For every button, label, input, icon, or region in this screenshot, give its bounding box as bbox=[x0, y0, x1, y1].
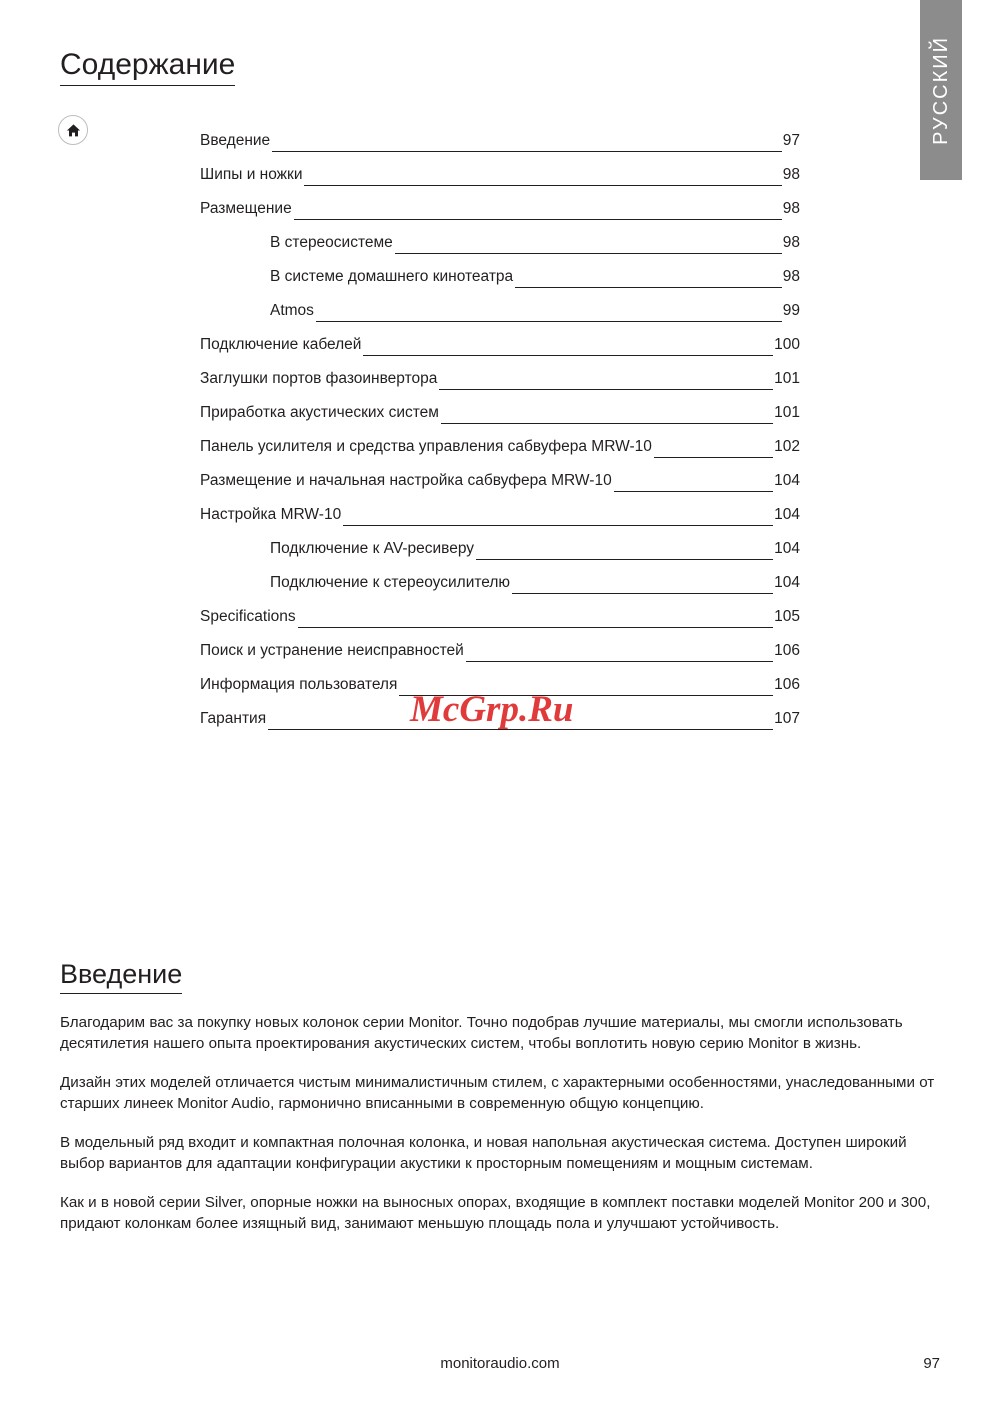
page-title: Содержание bbox=[60, 48, 235, 86]
watermark: McGrp.Ru bbox=[410, 689, 574, 730]
toc-entry-label: Панель усилителя и средства управления сабвуфера MRW-10 bbox=[200, 438, 652, 455]
toc-entry-page: 104 bbox=[774, 506, 800, 523]
toc-entry-page: 106 bbox=[774, 642, 800, 659]
toc-leader bbox=[363, 333, 773, 356]
language-tab bbox=[920, 0, 962, 180]
toc-entry[interactable] bbox=[200, 600, 800, 634]
toc-entry-label: В системе домашнего кинотеатра bbox=[270, 268, 514, 285]
toc-leader bbox=[316, 299, 782, 322]
toc-entry-page: 102 bbox=[774, 438, 800, 455]
language-tab-label: РУССКИЙ bbox=[929, 35, 952, 145]
toc-entry-label: Подключение кабелей bbox=[200, 336, 362, 353]
toc-entry-label: Информация пользователя bbox=[200, 676, 398, 693]
toc-entry-label: Specifications bbox=[200, 608, 296, 625]
toc-leader bbox=[343, 503, 773, 526]
toc-entry-label: Подключение к AV-ресиверу bbox=[270, 540, 475, 557]
toc-entry-page: 101 bbox=[774, 370, 800, 387]
toc-entry-label: Подключение к стереоусилителю bbox=[270, 574, 511, 591]
toc-entry[interactable] bbox=[200, 668, 800, 702]
toc-entry-label: Заглушки портов фазоинвертора bbox=[200, 370, 438, 387]
toc-entry-page: 97 bbox=[782, 132, 800, 149]
toc-leader bbox=[298, 605, 773, 628]
toc-entry-label: Размещение и начальная настройка сабвуфера MRW-10 bbox=[200, 472, 612, 489]
toc-leader bbox=[399, 673, 773, 696]
paragraph: Как и в новой серии Silver, опорные ножки на выносных опорах, входящие в комплект поставки моделей Monitor 200 и 300, придают колонкам более изящный вид, занимают меньшую площадь пола и улучшают устойчивость. bbox=[60, 1194, 931, 1232]
toc-entry[interactable] bbox=[200, 498, 800, 532]
toc-entry-label: Atmos bbox=[270, 302, 314, 319]
toc-leader bbox=[614, 469, 773, 492]
toc-entry-page: 98 bbox=[782, 268, 800, 285]
paragraph: Дизайн этих моделей отличается чистым минималистичным стилем, с характерными особенностями, унаследованными от старших линеек Monitor Audio, гармонично вписанными в современную общую концепцию. bbox=[60, 1074, 935, 1112]
footer-website: monitoraudio.com bbox=[440, 1355, 560, 1372]
toc-leader bbox=[304, 163, 781, 186]
table-of-contents bbox=[200, 124, 800, 736]
toc-entry-page: 99 bbox=[782, 302, 800, 319]
toc-entry-label: Приработка акустических систем bbox=[200, 404, 439, 421]
introduction-body bbox=[60, 1012, 940, 1252]
toc-entry-page: 100 bbox=[774, 336, 800, 353]
toc-entry[interactable] bbox=[200, 192, 800, 226]
toc-entry-label: Гарантия bbox=[200, 710, 267, 727]
toc-entry-label: Шипы и ножки bbox=[200, 166, 303, 183]
toc-leader bbox=[654, 435, 773, 458]
toc-entry-label: Поиск и устранение неисправностей bbox=[200, 642, 464, 659]
toc-entry-page: 98 bbox=[782, 234, 800, 251]
toc-leader bbox=[439, 367, 773, 390]
toc-entry-page: 105 bbox=[774, 608, 800, 625]
toc-entry[interactable] bbox=[200, 226, 800, 260]
toc-entry[interactable] bbox=[200, 566, 800, 600]
toc-leader bbox=[476, 537, 773, 560]
paragraph: В модельный ряд входит и компактная полочная колонка, и новая напольная акустическая система. Доступен широкий выбор вариантов для адаптации конфигурации акустики к просторным помещениям и мощным системам. bbox=[60, 1134, 907, 1172]
toc-entry[interactable] bbox=[200, 430, 800, 464]
toc-leader bbox=[515, 265, 782, 288]
footer-page-number: 97 bbox=[923, 1355, 940, 1372]
toc-entry[interactable] bbox=[200, 328, 800, 362]
toc-entry[interactable] bbox=[200, 634, 800, 668]
toc-entry[interactable] bbox=[200, 464, 800, 498]
toc-entry-page: 98 bbox=[782, 200, 800, 217]
toc-leader bbox=[268, 707, 773, 730]
toc-entry[interactable] bbox=[200, 260, 800, 294]
toc-leader bbox=[441, 401, 773, 424]
toc-entry[interactable] bbox=[200, 124, 800, 158]
toc-entry[interactable] bbox=[200, 362, 800, 396]
paragraph: Благодарим вас за покупку новых колонок серии Monitor. Точно подобрав лучшие материалы, мы смогли использовать десятилетия нашего опыта проектирования акустических систем, чтобы воплотить новую серию Monitor в жизнь. bbox=[60, 1014, 903, 1052]
toc-entry-page: 104 bbox=[774, 540, 800, 557]
toc-entry-page: 101 bbox=[774, 404, 800, 421]
toc-entry-page: 98 bbox=[782, 166, 800, 183]
toc-entry[interactable] bbox=[200, 702, 800, 736]
toc-entry-label: Размещение bbox=[200, 200, 292, 217]
toc-entry-page: 106 bbox=[774, 676, 800, 693]
toc-entry-label: Введение bbox=[200, 132, 271, 149]
toc-leader bbox=[395, 231, 782, 254]
toc-entry[interactable] bbox=[200, 158, 800, 192]
toc-leader bbox=[294, 197, 782, 220]
toc-entry[interactable] bbox=[200, 396, 800, 430]
home-icon[interactable] bbox=[58, 115, 88, 145]
toc-entry-page: 107 bbox=[774, 710, 800, 727]
toc-entry-page: 104 bbox=[774, 472, 800, 489]
section-title-introduction: Введение bbox=[60, 960, 182, 994]
toc-entry-label: Настройка MRW-10 bbox=[200, 506, 342, 523]
toc-leader bbox=[272, 129, 782, 152]
toc-leader bbox=[466, 639, 773, 662]
toc-entry[interactable] bbox=[200, 294, 800, 328]
toc-entry-page: 104 bbox=[774, 574, 800, 591]
toc-leader bbox=[512, 571, 773, 594]
toc-entry[interactable] bbox=[200, 532, 800, 566]
toc-entry-label: В стереосистеме bbox=[270, 234, 393, 251]
